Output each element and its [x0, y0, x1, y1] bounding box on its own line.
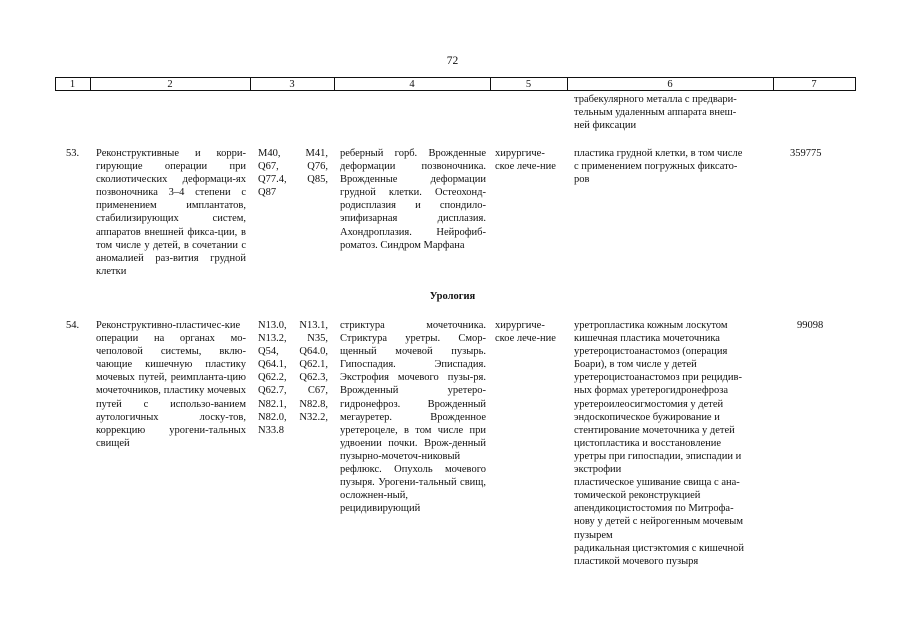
column-header-3: 3 — [289, 79, 295, 90]
column-header-1: 1 — [69, 79, 76, 90]
treatment-method: пластика грудной клетки, в том числе с применением погружных фиксато- ров — [574, 148, 743, 186]
column-header-5: 5 — [525, 79, 532, 90]
row-number: 53. — [66, 148, 80, 159]
row-number: 54. — [66, 320, 80, 331]
diagnosis-codes: N13.0, N13.1, N13.2, N35, Q54, Q64.0, Q64.1, Q62.1, Q62.2, Q62.3, Q62.7, C67, N82.1, N82.8, N82.0, N32.2, N33.8 — [258, 320, 328, 436]
section-title: Урология — [429, 291, 476, 302]
treatment-type: хирургиче-ское лече-ние — [495, 148, 556, 173]
column-header-2: 2 — [167, 79, 173, 90]
continuation-text: трабекулярного металла с предвари- тельным удаленным аппарата внеш- ней фиксации — [574, 94, 737, 132]
diagnosis-text: стриктура мочеточника. Стриктура уретры. Смор-щенный мочевой пузырь. Гипоспадия. Эписпадия. Экстрофия мочевого пузы-ря. Врожденный уретеро-гидронефроз. Врожденный мегауретер. Врожденное уретероцеле, в том числе при удвоении почки. Врож-денный пузырно-мочеточ-никовый рефлюкс. Опухоль мочевого пузыря. Урогени-тальный свищ, осложнен-ный, рецидивирующий — [340, 320, 486, 515]
procedure-name: Реконструктивные и корри-гирующие операции при сколиотических деформаци-ях позвоночника 3–4 степени с применением имплантатов, стабилизирующих систем, аппаратов внешней фикса-ции, в том числе у детей, в сочетании с аномалией раз-вития грудной клетки — [96, 148, 246, 277]
treatment-method: уретропластика кожным лоскутом кишечная пластика мочеточника уретероцистоанастомоз (операция Боари), в том числе у детей уретероцистоанастомоз при рецидив- ных формах уретерогидронефроза уретероилеосигмостомия у детей эндоскопическое бужирование и стентирование мочеточника у детей цистопластика и восстановление уретры при гипоспадии, эписпадии и экстрофии пластическое ушивание свища с ана- томической реконструкцией апендикоцистостомия по Митрофа- нову у детей с нейрогенным мочевым пузырем радикальная цистэктомия с кишечной пластикой мочевого пузыря — [574, 320, 745, 567]
page-number: 72 — [446, 55, 459, 67]
treatment-type: хирургиче-ское лече-ние — [495, 320, 556, 345]
diagnosis-text: реберный горб. Врожденные деформации позвоночника. Врожденные деформации грудной клетки. Остеохонд-родисплазия и спондило-эпифизарная дисплазия. Ахондроплазия. Нейрофиб-роматоз. Синдром Марфана — [340, 148, 486, 251]
cost-value: 359775 — [790, 148, 822, 159]
cost-value: 99098 — [797, 320, 824, 331]
column-divider — [855, 78, 856, 90]
column-header-6: 6 — [667, 79, 673, 90]
table-header-top-border — [55, 77, 856, 78]
column-header-4: 4 — [409, 79, 415, 90]
column-header-7: 7 — [811, 79, 817, 90]
procedure-name: Реконструктивно-пластичес-кие операции на органах мо-чеполовой системы, вклю-чающие кишечную пластику мочевых путей, реимпланта-цию мочеточников, пластику мочевых путей с использо-ванием аутологичных лоску-тов, коррекцию урогени-тальных свищей — [96, 320, 246, 449]
diagnosis-codes: M40, M41, Q67, Q76, Q77.4, Q85, Q87 — [258, 148, 328, 199]
